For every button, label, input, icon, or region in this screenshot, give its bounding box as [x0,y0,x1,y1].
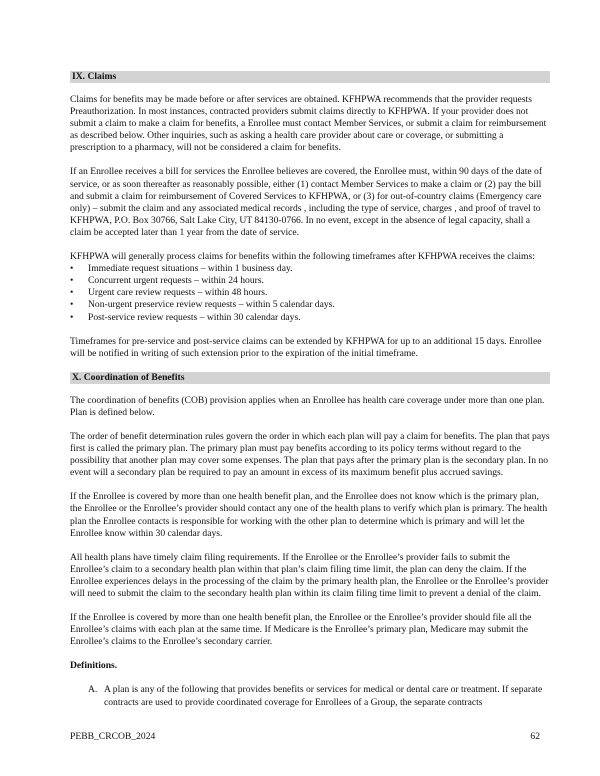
paragraph: The coordination of benefits (COB) provision applies when an Enrollee has health care coverage under more than one plan. Plan is defined below. [70,394,545,418]
list-item: • Post-service review requests – within 30 calendar days. [70,312,550,324]
paragraph: Timeframes for pre-service and post-service claims can be extended by KFHPWA for up to an additional 15 days. Enrollee will be notified in writing of such extension prior to the expiration of the initial timeframe. [70,335,542,359]
paragraph: If the Enrollee is covered by more than one health benefit plan, and the Enrollee does not know which is the primary plan, the Enrollee or the Enrollee’s provider should contact any one of the health plans to verify which plan is primary. The health plan the Enrollee contacts is responsible for working with the other plan to determine which is primary and will let the Enrollee know within 30 calendar days. [70,491,548,539]
list-item: • Concurrent urgent requests – within 24 hours. [70,275,550,287]
paragraph: All health plans have timely claim filing requirements. If the Enrollee or the Enrollee’s provider fails to submit the Enrollee’s claim to a secondary health plan within that plan’s claim filing time limit, the plan can deny the claim. If the Enrollee experiences delays in the processing of the claim by the primary health plan, the Enrollee or the Enrollee’s provider will need to submit the claim to the secondary health plan within its claim filing time limit to prevent a denial of the claim. [70,551,549,599]
paragraph: If an Enrollee receives a bill for services the Enrollee believes are covered, the Enrollee must, within 90 days of the date of service, or as soon thereafter as reasonably possible, either (1) contact Member Services to make a claim or (2) pay the bill and submit a claim for reimbursement of Covered Services to KFHPWA, or (3) for out-of-country claims (Emergency care only) – submit the claim and any associated medical records , including the type of service, charges , and proof of travel to KFHPWA, P.O. Box 30766, Salt Lake City, UT 84130-0766. In no event, except in the absence of legal capacity, shall a claim be accepted later than 1 year from the date of service. [70,166,543,238]
page-number: 62 [530,731,540,742]
definitions-heading: Definitions. [70,660,118,672]
paragraph: Claims for benefits may be made before or after services are obtained. KFHPWA recommends that the provider requests Preauthorization. In most instances, contracted providers submit claims directly to KFHPWA. If your provider does not submit a claim to make a claim for benefits, a Enrollee must contact Member Services, or submit a claim for reimbursement as described below. Other inquiries, such as asking a health care provider about care or coverage, or submitting a prescription to a pharmacy, will not be considered a claim for benefits. [70,94,547,154]
paragraph: The order of benefit determination rules govern the order in which each plan will pay a claim for benefits. The plan that pays first is called the primary plan. The primary plan must pay benefits according to its policy terms without regard to the possibility that another plan may cover some expenses. The plan that pays after the primary plan is the secondary plan. In no event will a secondary plan be required to pay an amount in excess of its maximum benefit plus accrued savings. [70,430,550,479]
list-item: • Urgent care review requests – within 48 hours. [70,287,550,299]
timeframes-list [70,263,550,323]
list-intro: KFHPWA will generally process claims for benefits within the following timeframes after KFHPWA receives the claims: [70,251,535,263]
page-footer [70,731,540,743]
section-header-claims: IX. Claims [70,71,550,83]
document-id: PEBB_CRCOB_2024 [70,731,156,742]
document-page [70,71,550,709]
list-item: • Immediate request situations – within 1 business day. [70,263,550,275]
definition-text: A plan is any of the following that provides benefits or services for medical or dental care or treatment. If separate contracts are used to provide coordinated coverage for Enrollees of a Group, the separate contracts [104,684,543,708]
paragraph: If the Enrollee is covered by more than one health benefit plan, the Enrollee or the Enrollee’s provider should file all the Enrollee’s claims with each plan at the same time. If Medicare is the Enrollee’s primary plan, Medicare may submit the Enrollee’s claims to the Enrollee’s secondary carrier. [70,612,532,648]
definition-item [70,684,550,708]
list-item: • Non-urgent preservice review requests – within 5 calendar days. [70,299,550,311]
section-header-coordination-of-benefits: X. Coordination of Benefits [70,372,550,384]
definition-label: A. [88,684,98,696]
